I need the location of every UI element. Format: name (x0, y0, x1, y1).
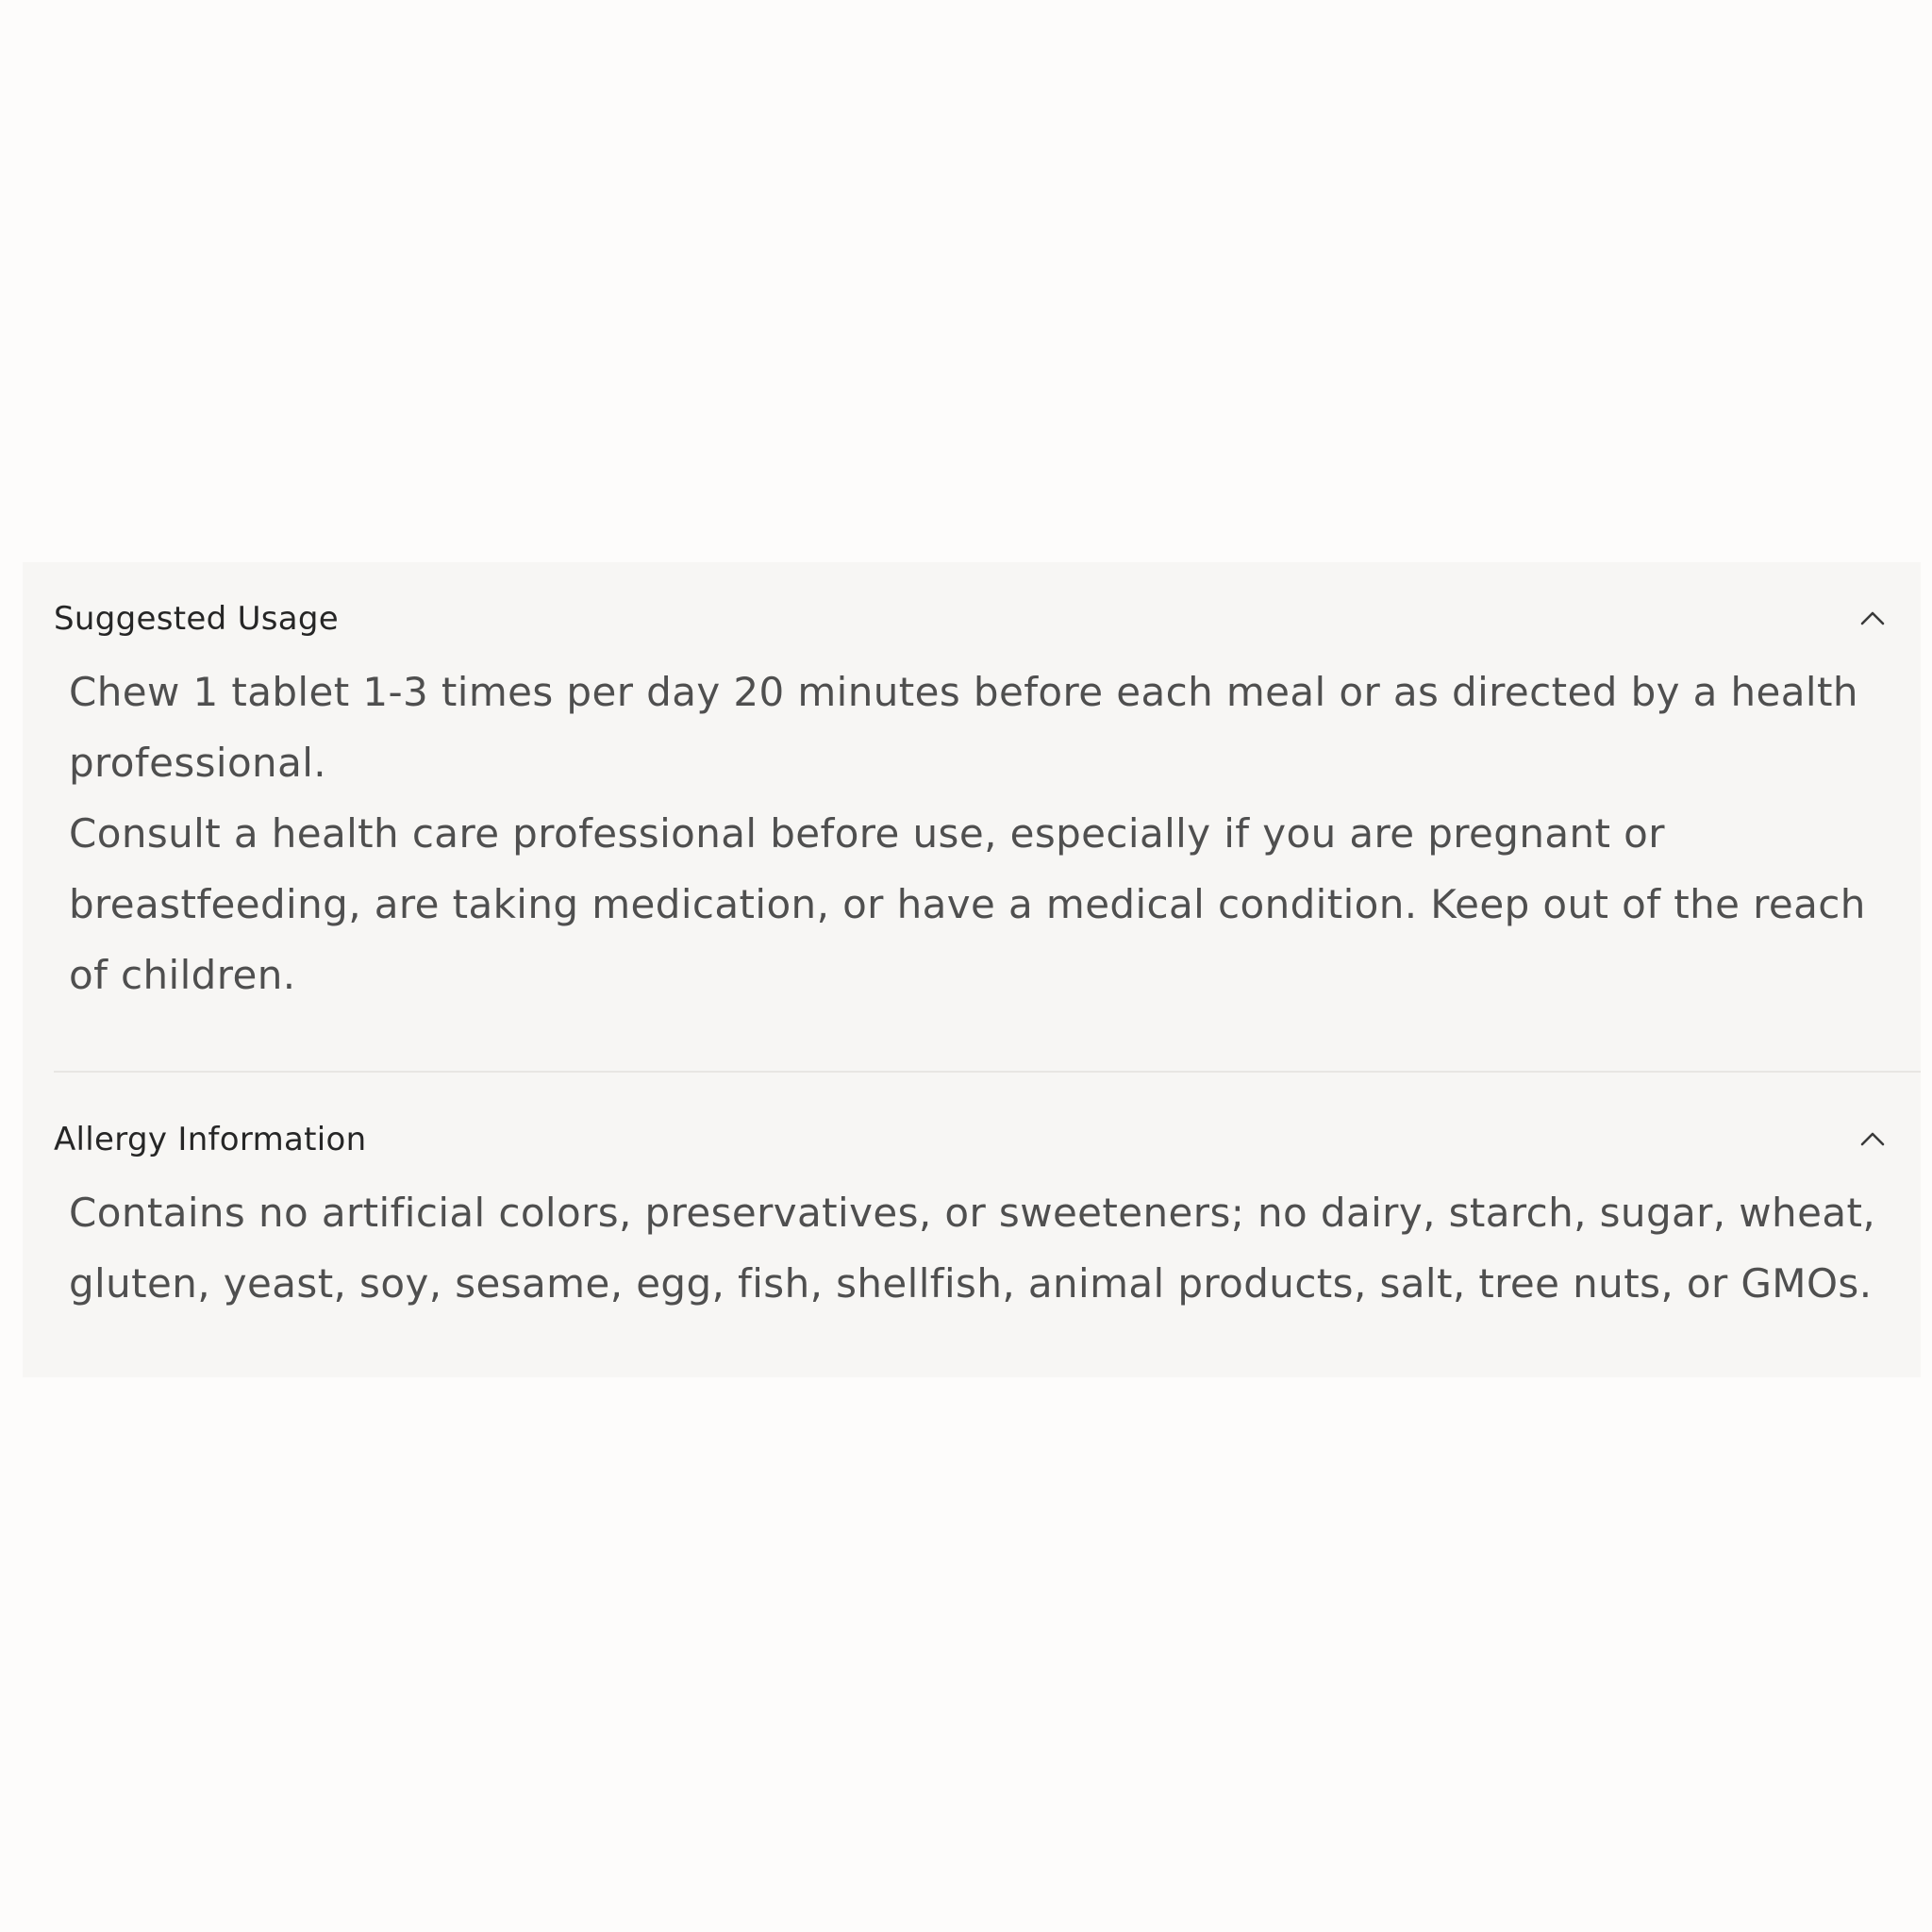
product-details-accordion (23, 562, 1921, 1377)
suggested-usage-content (69, 657, 1908, 1010)
warning-paragraph: Consult a health care professional before use, especially if you are pregnant or breastfeeding, are taking medication, or have a medical condition. Keep out of the reach of children. (69, 810, 1866, 998)
section-title: Suggested Usage (54, 600, 339, 638)
chevron-up-icon[interactable] (1857, 602, 1889, 634)
chevron-up-icon[interactable] (1857, 1123, 1889, 1155)
section-divider (54, 1071, 1921, 1073)
usage-paragraph: Chew 1 tablet 1-3 times per day 20 minutes before each meal or as directed by a health professional. (69, 669, 1858, 786)
allergy-information-content (69, 1177, 1908, 1319)
allergy-paragraph: Contains no artificial colors, preservatives, or sweeteners; no dairy, starch, sugar, wheat, gluten, yeast, soy, sesame, egg, fish, shellfish, animal products, salt, tree nuts, or GMOs. (69, 1190, 1876, 1307)
section-title: Allergy Information (54, 1121, 367, 1158)
